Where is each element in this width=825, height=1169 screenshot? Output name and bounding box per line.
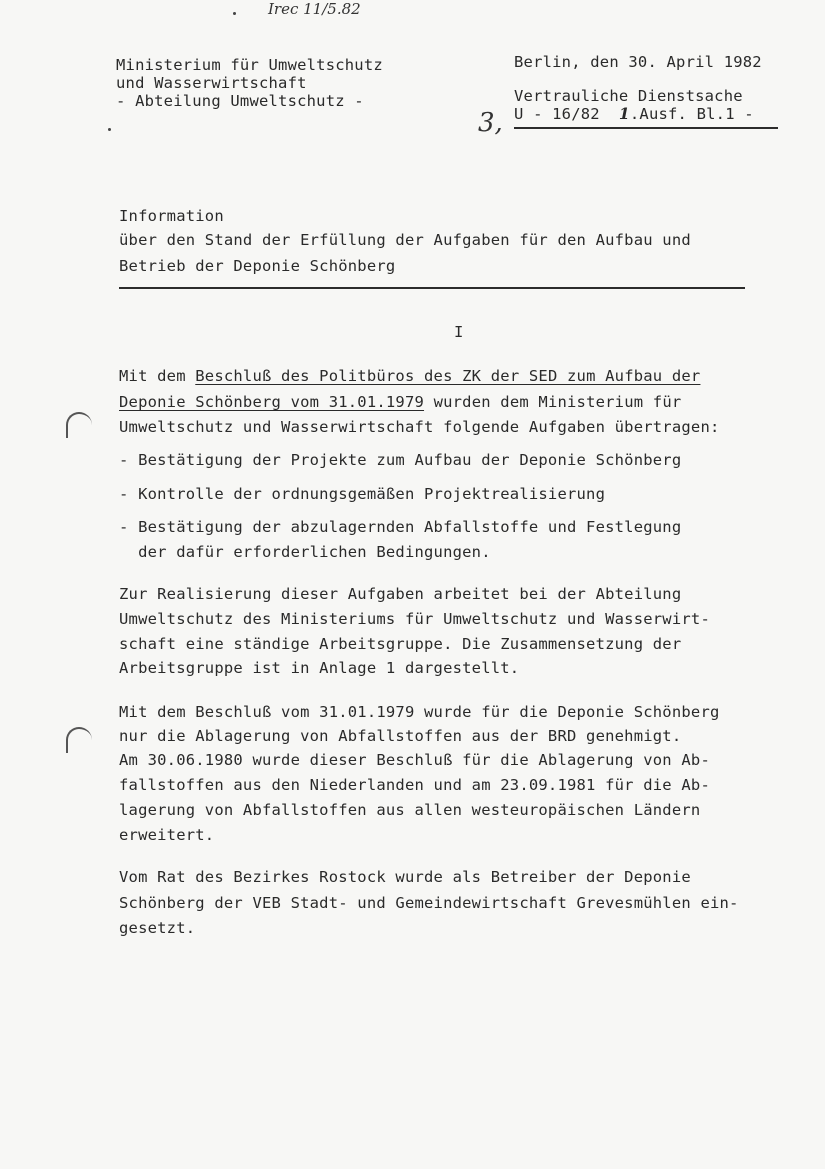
task-item: - Kontrolle der ordnungsgemäßen Projektrealisierung [119, 485, 606, 503]
para4-line: Vom Rat des Bezirkes Rostock wurde als Betreiber der Deponie [119, 868, 691, 886]
section-numeral: I [454, 323, 464, 341]
task-item: - Bestätigung der Projekte zum Aufbau der Deponie Schönberg [119, 451, 682, 469]
hole-punch-mark [66, 727, 92, 753]
para3-line: Am 30.06.1980 wurde dieser Beschluß für die Ablagerung von Ab- [119, 751, 710, 769]
para1-text: wurden dem Ministerium für [424, 393, 682, 411]
handwritten-note: Irec 11/5.82 [268, 0, 361, 18]
para2-line: Arbeitsgruppe ist in Anlage 1 dargestellt. [119, 659, 520, 677]
para1-line-3: Umweltschutz und Wasserwirtschaft folgende Aufgaben übertragen: [119, 418, 720, 436]
para4-line: Schönberg der VEB Stadt- und Gemeindewirtschaft Grevesmühlen ein- [119, 894, 739, 912]
para3-line: lagerung von Abfallstoffen aus allen westeuropäischen Ländern [119, 801, 701, 819]
task-item-continued: der dafür erforderlichen Bedingungen. [119, 543, 491, 561]
hole-punch-mark [66, 412, 92, 438]
resolution-date: Deponie Schönberg vom 31.01.1979 [119, 393, 425, 411]
subject-line-1: Information [119, 207, 224, 225]
reference-underline [514, 127, 778, 129]
reference-line [514, 104, 754, 124]
task-item: - Bestätigung der abzulagernden Abfallstoffe und Festlegung [119, 518, 682, 536]
para1-text: Mit dem [119, 367, 196, 385]
subject-rule [119, 287, 745, 289]
para3-line: erweitert. [119, 826, 215, 844]
para3-line: fallstoffen aus den Niederlanden und am 23.09.1981 für die Ab- [119, 776, 710, 794]
para2-line: schaft eine ständige Arbeitsgruppe. Die Zusammensetzung der [119, 635, 682, 653]
para3-line: nur die Ablagerung von Abfallstoffen aus der BRD genehmigt. [119, 727, 682, 745]
speck [233, 12, 236, 15]
para4-line: gesetzt. [119, 919, 196, 937]
para2-line: Umweltschutz des Ministeriums für Umweltschutz und Wasserwirt- [119, 610, 710, 628]
speck [108, 128, 111, 131]
para1-line-2 [119, 392, 681, 412]
subject-line-3: Betrieb der Deponie Schönberg [119, 257, 396, 275]
sender-line-2: und Wasserwirtschaft [116, 74, 307, 92]
para2-line: Zur Realisierung dieser Aufgaben arbeitet bei der Abteilung [119, 585, 682, 603]
sender-line-1: Ministerium für Umweltschutz [116, 56, 383, 74]
margin-mark: 3, [478, 108, 503, 138]
para1-line-1 [119, 366, 700, 386]
copy-number: 1 [618, 104, 630, 123]
classification: Vertrauliche Dienstsache [514, 87, 743, 105]
date-line: Berlin, den 30. April 1982 [514, 53, 762, 71]
reference-number: U - 16/82 [514, 105, 600, 123]
subject-line-2: über den Stand der Erfüllung der Aufgaben für den Aufbau und [119, 231, 691, 249]
para3-line: Mit dem Beschluß vom 31.01.1979 wurde für die Deponie Schönberg [119, 703, 720, 721]
sender-line-3: - Abteilung Umweltschutz - [116, 92, 364, 110]
resolution-reference: Beschluß des Politbüros des ZK der SED zum Aufbau der [195, 367, 701, 385]
reference-rest: .Ausf. Bl.1 - [629, 105, 754, 123]
